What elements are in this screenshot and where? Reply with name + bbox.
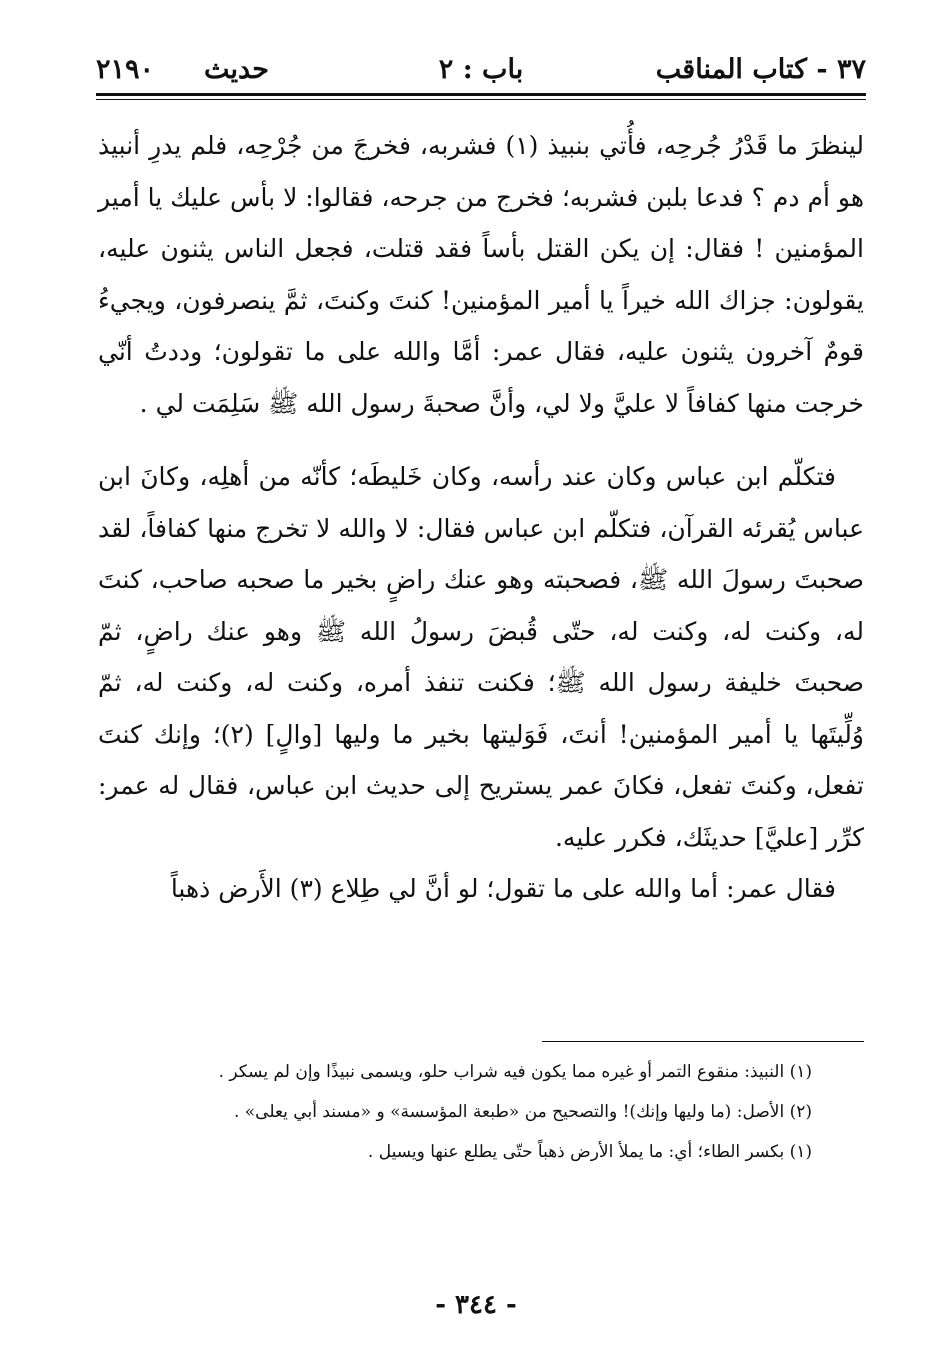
footnote-separator <box>542 1041 864 1042</box>
header-rule-thick <box>96 93 866 96</box>
footnote-1: (١) النبيذ: منقوع التمر أو غيره مما يكون فيه شراب حلو، ويسمى نبيذًا وإن لم يسكر . <box>218 1062 812 1082</box>
header-rule-thin <box>96 99 866 100</box>
hadith-label: حديث <box>204 54 269 85</box>
main-text <box>98 120 864 915</box>
paragraph-1: لينظرَ ما قَدْرُ جُرحِه، فأُتي بنبيذ (١) فشربه، فخرجَ من جُرْحِه، فلم يدرِ أنبيذ هو أم دم ؟ فدعا بلبن فشربه؛ فخرج من جرحه، فقالوا: لا بأس عليك يا أمير المؤمنين ! فقال: إن يكن القتل بأساً فقد قتلت، فجعل الناس يثنون عليه، يقولون: جزاك الله خيراً يا أمير المؤمنين! كنتَ وكنتَ، ثمَّ ينصرفون، ويجيءُ قومٌ آخرون يثنون عليه، فقال عمر: أمَّا والله على ما تقولون؛ وددتُ أنّي خرجت منها كفافاً لا عليَّ ولا لي، وأنَّ صحبةَ رسول الله ﷺ سَلِمَت لي . <box>98 131 864 418</box>
footnote-3: (١) بكسر الطاء؛ أي: ما يملأ الأرض ذهباً حتّى يطلع عنها ويسيل . <box>367 1142 812 1162</box>
chapter-label: باب : ٢ <box>438 54 524 85</box>
footnote-2: (٢) الأصل: (ما وليها وإنك)! والتصحيح من «طبعة المؤسسة» و «مسند أبي يعلى» . <box>233 1102 812 1122</box>
paragraph-2: فتكلّم ابن عباس وكان عند رأسه، وكان خَليطَه؛ كأنّه من أهلِه، وكانَ ابن عباس يُقرئه القرآن، فتكلّم ابن عباس فقال: لا والله لا تخرج منها كفافاً، لقد صحبتَ رسولَ الله ﷺ، فصحبته وهو عنك راضٍ بخير ما صحبه صاحب، كنتَ له، وكنت له، وكنت له، حتّى قُبضَ رسولُ الله ﷺ وهو عنك راضٍ، ثمّ صحبتَ خليفة رسول الله ﷺ؛ فكنت تنفذ أمره، وكنت له، وكنت له، ثمّ وُلِّيتَها يا أمير المؤمنين! أنتَ، فَوَليتها بخير ما وليها [والٍ] (٢)؛ وإنك كنتَ تفعل، وكنتَ تفعل، فكانَ عمر يستريح إلى حديث ابن عباس، فقال له عمر: كرِّر [عليَّ] حديثَك، فكرر عليه. <box>98 462 864 852</box>
paragraph-3: فقال عمر: أما والله على ما تقول؛ لو أنَّ لي طِلاع (٣) الأَرض ذهباً <box>170 874 836 903</box>
hadith-number: ٢١٩٠ <box>96 54 155 85</box>
page-number: - ٣٤٤ - <box>435 1290 517 1320</box>
running-header <box>96 50 866 94</box>
book-title: ٣٧ - كتاب المناقب <box>655 54 866 85</box>
footnotes <box>98 1052 812 1172</box>
